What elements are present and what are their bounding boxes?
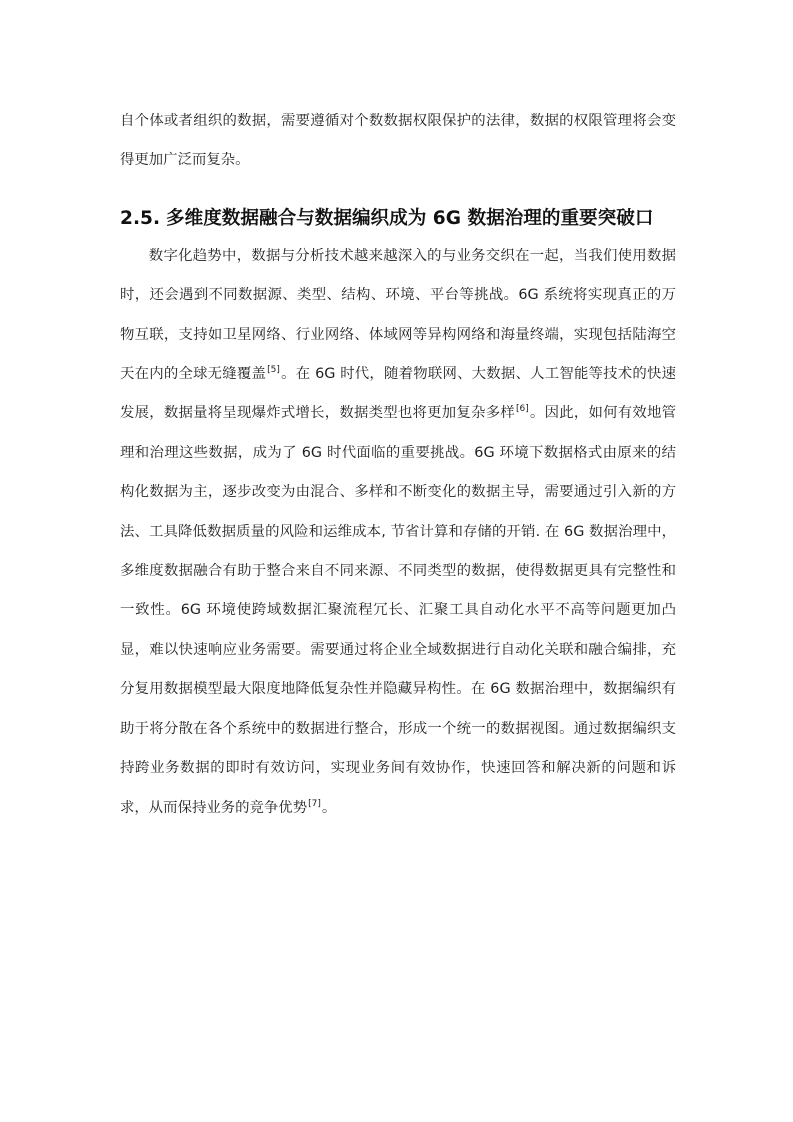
body-text-segment-4: 。	[321, 799, 337, 816]
body-text-segment-1: 数字化趋势中，数据与分析技术越来越深入的与业务交织在一起，当我们使用数据时，还会遇到不同数据源、类型、结构、环境、平台等挑战。6G 系统将实现真正的万物互联，支持如卫星网络、行业网络、体域网等异构网络和海量终端，实现包括陆海空天在内的全球无缝覆盖	[120, 247, 676, 383]
section-number: 2.5.	[120, 207, 161, 229]
citation-ref-7: [7]	[308, 798, 321, 809]
page-content	[120, 102, 676, 828]
section-title: 多维度数据融合与数据编织成为 6G 数据治理的重要突破口	[166, 207, 654, 229]
citation-ref-5: [5]	[267, 365, 280, 376]
intro-paragraph: 自个体或者组织的数据，需要遵循对个数数据权限保护的法律，数据的权限管理将会变得更加广泛而复杂。	[120, 113, 676, 169]
body-paragraph	[120, 237, 676, 828]
body-text-segment-2: 。在 6G 时代，随着物联网、大数据、人工智能等技术的快速发展，数据量将呈现爆炸式增长，数据类型也将更加复杂多样	[120, 366, 676, 422]
body-text-segment-3: 。因此，如何有效地管理和治理这些数据，成为了 6G 时代面临的重要挑战。6G 环境下数据格式由原来的结构化数据为主，逐步改变为由混合、多样和不断变化的数据主导，需要通过引入新的方法、工具降低数据质量的风险和运维成本, 节省计算和存储的开销. 在 6G 数据治理中，多维度数据融合有助于整合来自不同来源、不同类型的数据，使得数据更具有完整性和一致性。6G 环境使跨域数据汇聚流程冗长、汇聚工具自动化水平不高等问题更加凸显，难以快速响应业务需要。需要通过将企业全域数据进行自动化关联和融合编排，充分复用数据模型最大限度地降低复杂性并隐藏异构性。在 6G 数据治理中，数据编织有助于将分散在各个系统中的数据进行整合，形成一个统一的数据视图。通过数据编织支持跨业务数据的即时有效访问，实现业务间有效协作，快速回答和解决新的问题和诉求，从而保持业务的竞争优势	[120, 405, 676, 816]
citation-ref-6: [6]	[515, 404, 529, 415]
section-heading	[120, 205, 676, 233]
